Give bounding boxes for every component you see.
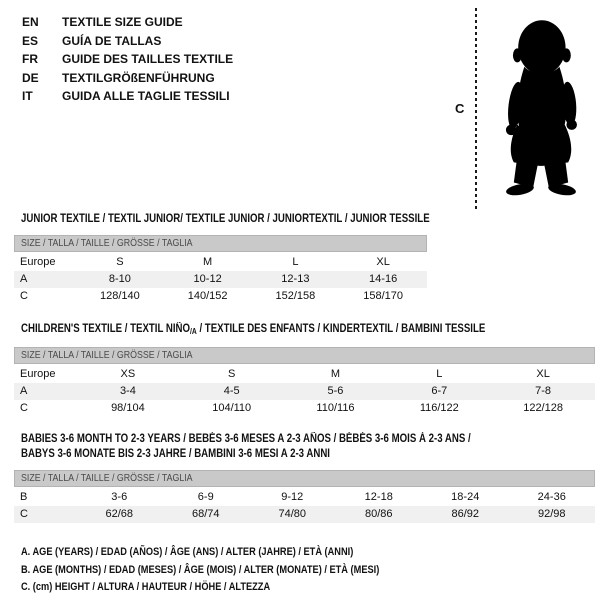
row-label-cell: C: [20, 290, 28, 302]
table-row-europe: [14, 254, 427, 271]
value-cell: 104/110: [212, 402, 252, 414]
height-figure: [440, 0, 600, 218]
value-cell: 110/116: [316, 402, 355, 414]
table-junior: [14, 235, 427, 305]
value-cell: 4-5: [223, 385, 240, 397]
table-children: [14, 347, 595, 417]
value-cell: 158/170: [363, 290, 403, 302]
subscript-a: /A: [190, 327, 197, 336]
height-label-c: C: [455, 101, 465, 116]
value-cell: 116/122: [419, 402, 459, 414]
row-label-cell: Europe: [20, 256, 56, 268]
lang-title: GUIDA ALLE TAGLIE TESSILI: [62, 89, 230, 103]
value-cell: 12-18: [364, 491, 393, 503]
baby-silhouette-icon: [484, 8, 598, 208]
table-title-children: CHILDREN'S TEXTILE / TEXTIL NIÑO/A / TEXTILE DES ENFANTS / KINDERTEXTIL / BAMBINI TESSILE: [21, 323, 486, 336]
row-label-cell: Europe: [20, 368, 56, 380]
table-row-a: [14, 271, 427, 288]
note-line-c: C. (cm) HEIGHT / ALTURA / HAUTEUR / HÖHE / ALTEZZA: [21, 581, 271, 593]
table-babies: [14, 470, 595, 523]
row-label-cell: B: [20, 491, 28, 503]
value-cell: 9-12: [281, 491, 304, 503]
value-cell: 7-8: [535, 385, 552, 397]
value-cell: M: [330, 368, 341, 380]
row-label-cell: A: [20, 273, 28, 285]
note-line-a: A. AGE (YEARS) / EDAD (AÑOS) / ÂGE (ANS) / ALTER (JAHRE) / ETÀ (ANNI): [21, 546, 354, 558]
table-row-europe: [14, 366, 595, 383]
lang-title: GUIDE DES TAILLES TEXTILE: [62, 52, 234, 66]
value-cell: 12-13: [281, 273, 310, 285]
value-cell: L: [436, 368, 443, 380]
value-cell: 98/104: [111, 402, 145, 414]
value-cell: S: [228, 368, 236, 380]
section-children: [14, 322, 595, 417]
lang-row-es: [22, 32, 233, 51]
lang-title: TEXTILE SIZE GUIDE: [62, 15, 183, 29]
value-cell: L: [292, 256, 299, 268]
value-cell: 24-36: [537, 491, 566, 503]
lang-code: ES: [22, 33, 39, 48]
lang-row-it: [22, 87, 233, 106]
section-babies: [14, 432, 595, 523]
table-title-babies: BABIES 3-6 MONTH TO 2-3 YEARS / BEBÉS 3-6 MESES A 2-3 AÑOS / BÉBÉS 3-6 MOIS À 2-3 ANS / BABYS 3-6 MONATE BIS 2-3 JAHRE / BAMBINI 3-6 MESI A 2-3 ANNI: [21, 433, 471, 460]
lang-code: DE: [22, 70, 39, 85]
value-cell: 68/74: [191, 508, 220, 520]
legend-notes: [21, 544, 595, 597]
table-row-c: [14, 400, 595, 417]
row-label-cell: C: [20, 402, 28, 414]
value-cell: XL: [536, 368, 550, 380]
size-header-bar: SIZE / TALLA / TAILLE / GRÖSSE / TAGLIA: [14, 470, 595, 487]
table-row-a: [14, 383, 595, 400]
size-tables: [14, 212, 595, 597]
table-row-c: [14, 288, 427, 305]
language-list: [22, 13, 233, 106]
size-header-bar: SIZE / TALLA / TAILLE / GRÖSSE / TAGLIA: [14, 235, 427, 252]
value-cell: S: [116, 256, 124, 268]
value-cell: 86/92: [451, 508, 480, 520]
table-row-b: [14, 489, 595, 506]
value-cell: 14-16: [369, 273, 398, 285]
lang-code: FR: [22, 52, 38, 66]
value-cell: 8-10: [108, 273, 131, 285]
lang-row-fr: [22, 50, 233, 69]
value-cell: 152/158: [275, 290, 316, 302]
lang-code: IT: [22, 89, 33, 103]
height-dashed-line-icon: [475, 8, 477, 210]
value-cell: M: [203, 256, 213, 268]
lang-row-en: [22, 13, 233, 32]
section-junior: [14, 212, 595, 305]
value-cell: 5-6: [327, 385, 344, 397]
size-header-bar: SIZE / TALLA / TAILLE / GRÖSSE / TAGLIA: [14, 347, 595, 364]
value-cell: 6-7: [431, 385, 448, 397]
value-cell: 10-12: [193, 273, 222, 285]
value-cell: 80/86: [364, 508, 393, 520]
row-label-cell: C: [20, 508, 28, 520]
value-cell: 3-6: [111, 491, 128, 503]
value-cell: 6-9: [197, 491, 214, 503]
lang-title: TEXTILGRÖßENFÜHRUNG: [62, 70, 215, 85]
table-title-junior: JUNIOR TEXTILE / TEXTIL JUNIOR/ TEXTILE JUNIOR / JUNIORTEXTIL / JUNIOR TESSILE: [21, 213, 430, 225]
value-cell: 74/80: [278, 508, 307, 520]
table-row-c: [14, 506, 595, 523]
value-cell: XS: [120, 368, 136, 380]
value-cell: 3-4: [119, 385, 136, 397]
lang-code: EN: [22, 15, 39, 29]
value-cell: 92/98: [537, 508, 566, 520]
value-cell: 140/152: [187, 290, 228, 302]
value-cell: 128/140: [99, 290, 140, 302]
lang-title: GUÍA DE TALLAS: [62, 33, 162, 48]
value-cell: 122/128: [523, 402, 563, 414]
note-line-b: B. AGE (MONTHS) / EDAD (MESES) / ÂGE (MOIS) / ALTER (MONATE) / ETÀ (MESI): [21, 563, 380, 576]
value-cell: XL: [376, 256, 390, 268]
lang-row-de: [22, 69, 233, 88]
value-cell: 18-24: [451, 491, 480, 503]
value-cell: 62/68: [105, 508, 134, 520]
row-label-cell: A: [20, 385, 28, 397]
